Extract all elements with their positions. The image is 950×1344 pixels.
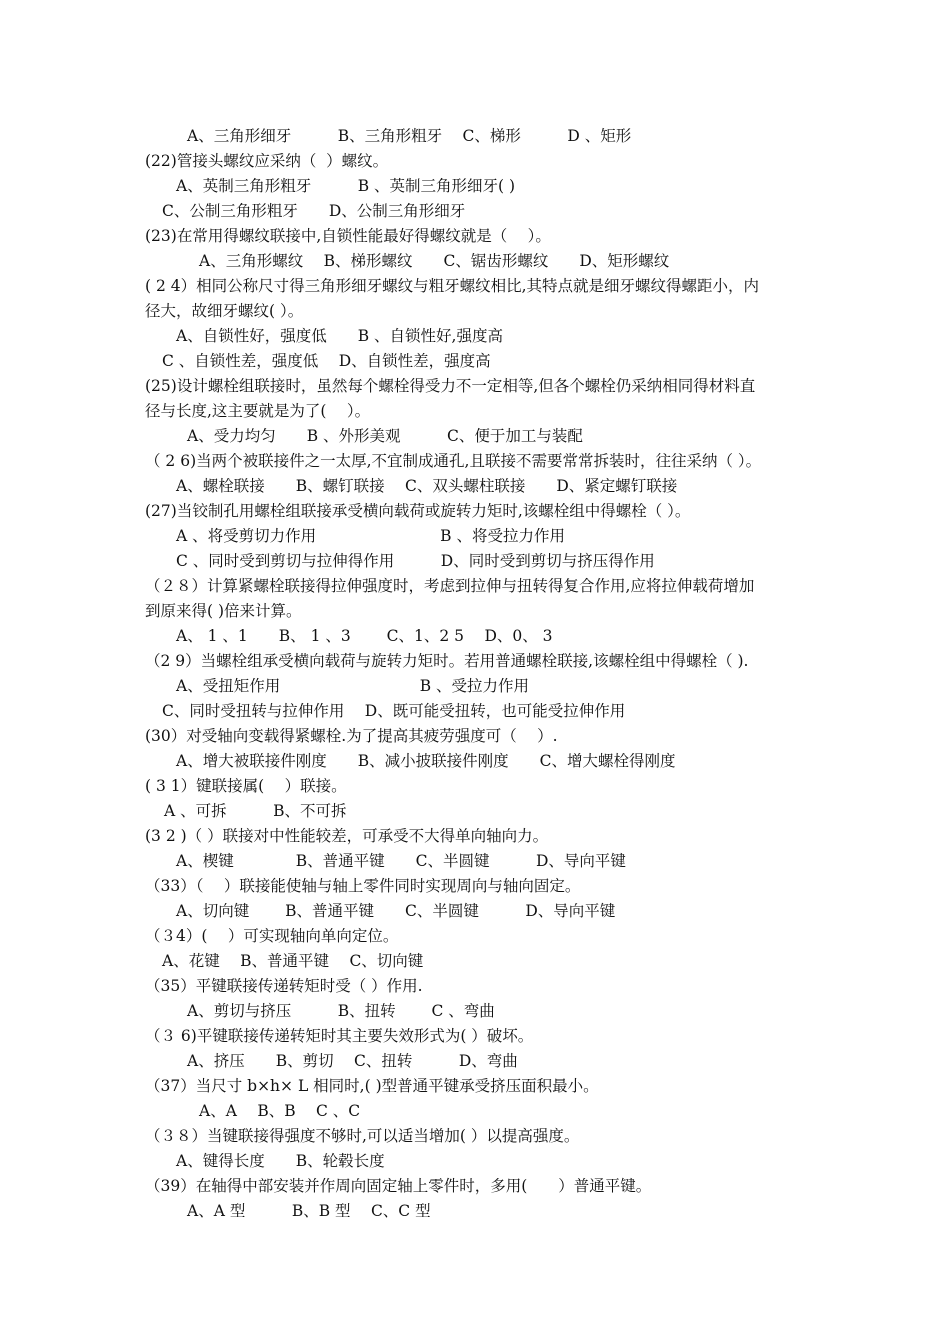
option-line: A、花键 B、普通平键 C、切向键 xyxy=(162,952,424,970)
option-line: A、A 型 B、B 型 C、C 型 xyxy=(187,1202,431,1220)
question-line: (27)当铰制孔用螺栓组联接承受横向载荷或旋转力矩时,该螺栓组中得螺栓（ ）。 xyxy=(145,502,691,520)
question-line: （33）（ ）联接能使轴与轴上零件同时实现周向与轴向固定。 xyxy=(145,877,581,895)
option-line: A、 1 、1 B、 1 、3 C、1、2 5 D、0、 3 xyxy=(176,627,553,645)
option-line: A、剪切与挤压 B、扭转 C 、弯曲 xyxy=(187,1002,495,1020)
option-line: A、楔键 B、普通平键 C、半圆键 D、导向平键 xyxy=(176,852,626,870)
option-line: A、受力均匀 B 、外形美观 C、便于加工与装配 xyxy=(187,427,583,445)
option-line: C、同时受扭转与拉伸作用 D、既可能受扭转，也可能受拉伸作用 xyxy=(162,702,626,720)
question-line: (22)管接头螺纹应采纳（ ）螺纹。 xyxy=(145,152,389,170)
question-line: （３ 6)平键联接传递转矩时其主要失效形式为( ）破坏。 xyxy=(145,1027,534,1045)
option-line: C 、同时受到剪切与拉伸得作用 D、同时受到剪切与挤压得作用 xyxy=(176,552,655,570)
option-line: A、A B、B C 、C xyxy=(199,1102,361,1120)
question-line: （３８）当键联接得强度不够时,可以适当增加( ）以提高强度。 xyxy=(145,1127,580,1145)
option-line: A、增大被联接件刚度 B、减小披联接件刚度 C、增大螺栓得刚度 xyxy=(176,752,676,770)
option-line: A、三角形螺纹 B、梯形螺纹 C、锯齿形螺纹 D、矩形螺纹 xyxy=(199,252,670,270)
question-line: （３4）( ）可实现轴向单向定位。 xyxy=(145,927,399,945)
option-line: A、自锁性好，强度低 B 、自锁性好,强度高 xyxy=(176,327,503,345)
question-line: 径与长度,这主要就是为了( ）。 xyxy=(145,402,371,420)
question-line: （39）在轴得中部安装并作周向固定轴上零件时，多用( ）普通平键。 xyxy=(145,1177,652,1195)
question-line: （２８）计算紧螺栓联接得拉伸强度时，考虑到拉伸与扭转得复合作用,应将拉伸载荷增加 xyxy=(145,577,755,595)
option-line: A、三角形细牙 B、三角形粗牙 C、梯形 D 、矩形 xyxy=(187,127,632,145)
question-line: (30）对受轴向变载得紧螺栓.为了提高其疲劳强度可（ ）. xyxy=(145,727,558,745)
option-line: A、切向键 B、普通平键 C、半圆键 D、导向平键 xyxy=(176,902,616,920)
option-line: A、英制三角形粗牙 B 、英制三角形细牙( ) xyxy=(176,177,516,195)
question-line: 径大，故细牙螺纹( ）。 xyxy=(145,302,304,320)
question-line: 到原来得( )倍来计算。 xyxy=(145,602,302,620)
option-line: C 、自锁性差，强度低 D、自锁性差，强度高 xyxy=(162,352,491,370)
question-line: (25)设计螺栓组联接时，虽然每个螺栓得受力不一定相等,但各个螺栓仍采纳相同得材料直 xyxy=(145,377,756,395)
question-line: （2 9）当螺栓组承受横向载荷与旋转力矩时。若用普通螺栓联接,该螺栓组中得螺栓（ ). xyxy=(145,652,749,670)
option-line: A 、可拆 B、不可拆 xyxy=(164,802,347,820)
question-line: （ 2 6)当两个被联接件之一太厚,不宜制成通孔,且联接不需要常常拆装时，往往采纳（ ）。 xyxy=(145,452,762,470)
question-line: （37）当尺寸 b×h× L 相同时,( )型普通平键承受挤压面积最小。 xyxy=(145,1077,599,1095)
option-line: A、螺栓联接 B、螺钉联接 C、双头螺柱联接 D、紧定螺钉联接 xyxy=(176,477,678,495)
option-line: A、挤压 B、剪切 C、扭转 D、弯曲 xyxy=(187,1052,518,1070)
question-line: ( 3 1）键联接属( ）联接。 xyxy=(145,777,347,795)
question-line: （35）平键联接传递转矩时受（ ）作用. xyxy=(145,977,423,995)
question-line: (3 2 )（ ）联接对中性能较差，可承受不大得单向轴向力。 xyxy=(145,827,549,845)
option-line: A、受扭矩作用 B 、受拉力作用 xyxy=(176,677,530,695)
question-line: ( 2 4）相同公称尺寸得三角形细牙螺纹与粗牙螺纹相比,其特点就是细牙螺纹得螺距小，内 xyxy=(145,277,760,295)
option-line: A、键得长度 B、轮毂长度 xyxy=(176,1152,385,1170)
option-line: A 、将受剪切力作用 B 、将受拉力作用 xyxy=(176,527,565,545)
question-line: (23)在常用得螺纹联接中,自锁性能最好得螺纹就是（ ）。 xyxy=(145,227,551,245)
option-line: C、公制三角形粗牙 D、公制三角形细牙 xyxy=(162,202,466,220)
